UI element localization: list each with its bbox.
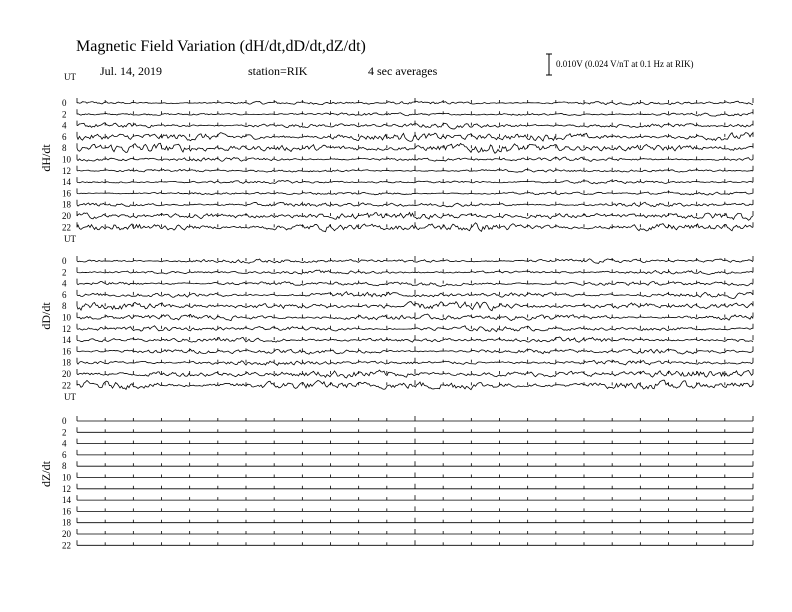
trace-row-2: [62, 427, 753, 437]
row-ut-label: 0: [62, 256, 67, 266]
trace-row-22: [62, 380, 753, 390]
trace-row-20: [62, 529, 753, 539]
trace-row-0: [62, 256, 753, 266]
trace-row-10: [62, 313, 753, 323]
trace-row-18: [62, 358, 753, 368]
station-label: station=RIK: [248, 64, 308, 78]
trace-row-14: [62, 495, 753, 505]
trace-row-16: [62, 346, 753, 356]
trace-line: [77, 123, 753, 129]
trace-row-20: [62, 369, 753, 379]
trace-row-10: [62, 155, 753, 165]
trace-row-2: [62, 267, 753, 277]
row-ut-label: 18: [62, 517, 71, 528]
row-ut-label: 0: [62, 98, 67, 108]
row-ut-label: 22: [62, 222, 71, 233]
trace-row-16: [62, 506, 753, 516]
trace-row-4: [62, 121, 753, 131]
trace-row-20: [62, 211, 753, 221]
trace-row-0: [62, 98, 753, 108]
trace-row-16: [62, 188, 753, 198]
panel-H: [39, 72, 753, 232]
row-ut-label: 2: [62, 267, 67, 278]
trace-row-12: [62, 324, 753, 334]
trace-row-14: [62, 177, 753, 187]
row-ut-label: 8: [62, 301, 67, 312]
row-ut-label: 16: [62, 188, 71, 199]
row-ut-label: 6: [62, 131, 67, 142]
row-ut-label: 16: [62, 506, 71, 517]
row-ut-label: 12: [62, 483, 71, 494]
scale-bar: [546, 54, 552, 75]
row-ut-label: 2: [62, 427, 67, 438]
chart-title: Magnetic Field Variation (dH/dt,dD/dt,dZ/dt): [76, 38, 366, 55]
row-ut-label: 22: [62, 380, 71, 391]
row-ut-label: 18: [62, 199, 71, 210]
trace-row-12: [62, 484, 753, 494]
row-ut-label: 20: [62, 211, 71, 221]
date-label: Jul. 14, 2019: [100, 64, 163, 78]
trace-row-6: [62, 450, 753, 460]
row-ut-label: 20: [62, 369, 71, 379]
row-ut-label: 14: [62, 495, 71, 506]
row-ut-label: 6: [62, 289, 67, 300]
row-ut-label: 8: [62, 461, 67, 472]
row-ut-label: 18: [62, 357, 71, 368]
row-ut-label: 12: [62, 165, 71, 176]
panel-D: [39, 234, 753, 390]
ut-axis-label: UT: [64, 234, 76, 244]
ut-axis-label: UT: [64, 72, 76, 82]
trace-row-4: [62, 439, 753, 449]
row-ut-label: 2: [62, 109, 67, 120]
row-ut-label: 12: [62, 323, 71, 334]
panel-Z: [39, 392, 753, 550]
trace-row-18: [62, 200, 753, 210]
trace-row-8: [62, 461, 753, 471]
trace-row-14: [62, 335, 753, 345]
panel-ylabel: dZ/dt: [39, 461, 53, 487]
row-ut-label: 0: [62, 416, 67, 426]
row-ut-label: 10: [62, 154, 71, 165]
scale-bar-label: 0.010V (0.024 V/nT at 0.1 Hz at RIK): [556, 59, 694, 69]
trace-row-22: [62, 222, 753, 232]
row-ut-label: 6: [62, 449, 67, 460]
averaging-label: 4 sec averages: [368, 64, 438, 78]
row-ut-label: 10: [62, 312, 71, 323]
row-ut-label: 22: [62, 540, 71, 551]
trace-row-18: [62, 518, 753, 528]
row-ut-label: 8: [62, 143, 67, 154]
row-ut-label: 16: [62, 346, 71, 357]
trace-row-6: [62, 290, 753, 300]
row-ut-label: 4: [62, 120, 67, 131]
row-ut-label: 4: [62, 438, 67, 449]
trace-row-0: [62, 416, 753, 426]
trace-row-4: [62, 279, 753, 289]
trace-row-12: [62, 166, 753, 176]
row-ut-label: 14: [62, 177, 71, 188]
panel-ylabel: dH/dt: [39, 144, 53, 172]
trace-row-2: [62, 109, 753, 119]
row-ut-label: 20: [62, 529, 71, 539]
trace-row-10: [62, 473, 753, 483]
trace-row-22: [62, 540, 753, 550]
trace-line: [77, 101, 753, 105]
ut-axis-label: UT: [64, 392, 76, 402]
row-ut-label: 4: [62, 278, 67, 289]
panel-ylabel: dD/dt: [39, 302, 53, 330]
row-ut-label: 10: [62, 472, 71, 483]
trace-row-8: [62, 143, 753, 153]
trace-row-6: [62, 132, 753, 142]
trace-row-8: [62, 301, 753, 311]
row-ut-label: 14: [62, 335, 71, 346]
